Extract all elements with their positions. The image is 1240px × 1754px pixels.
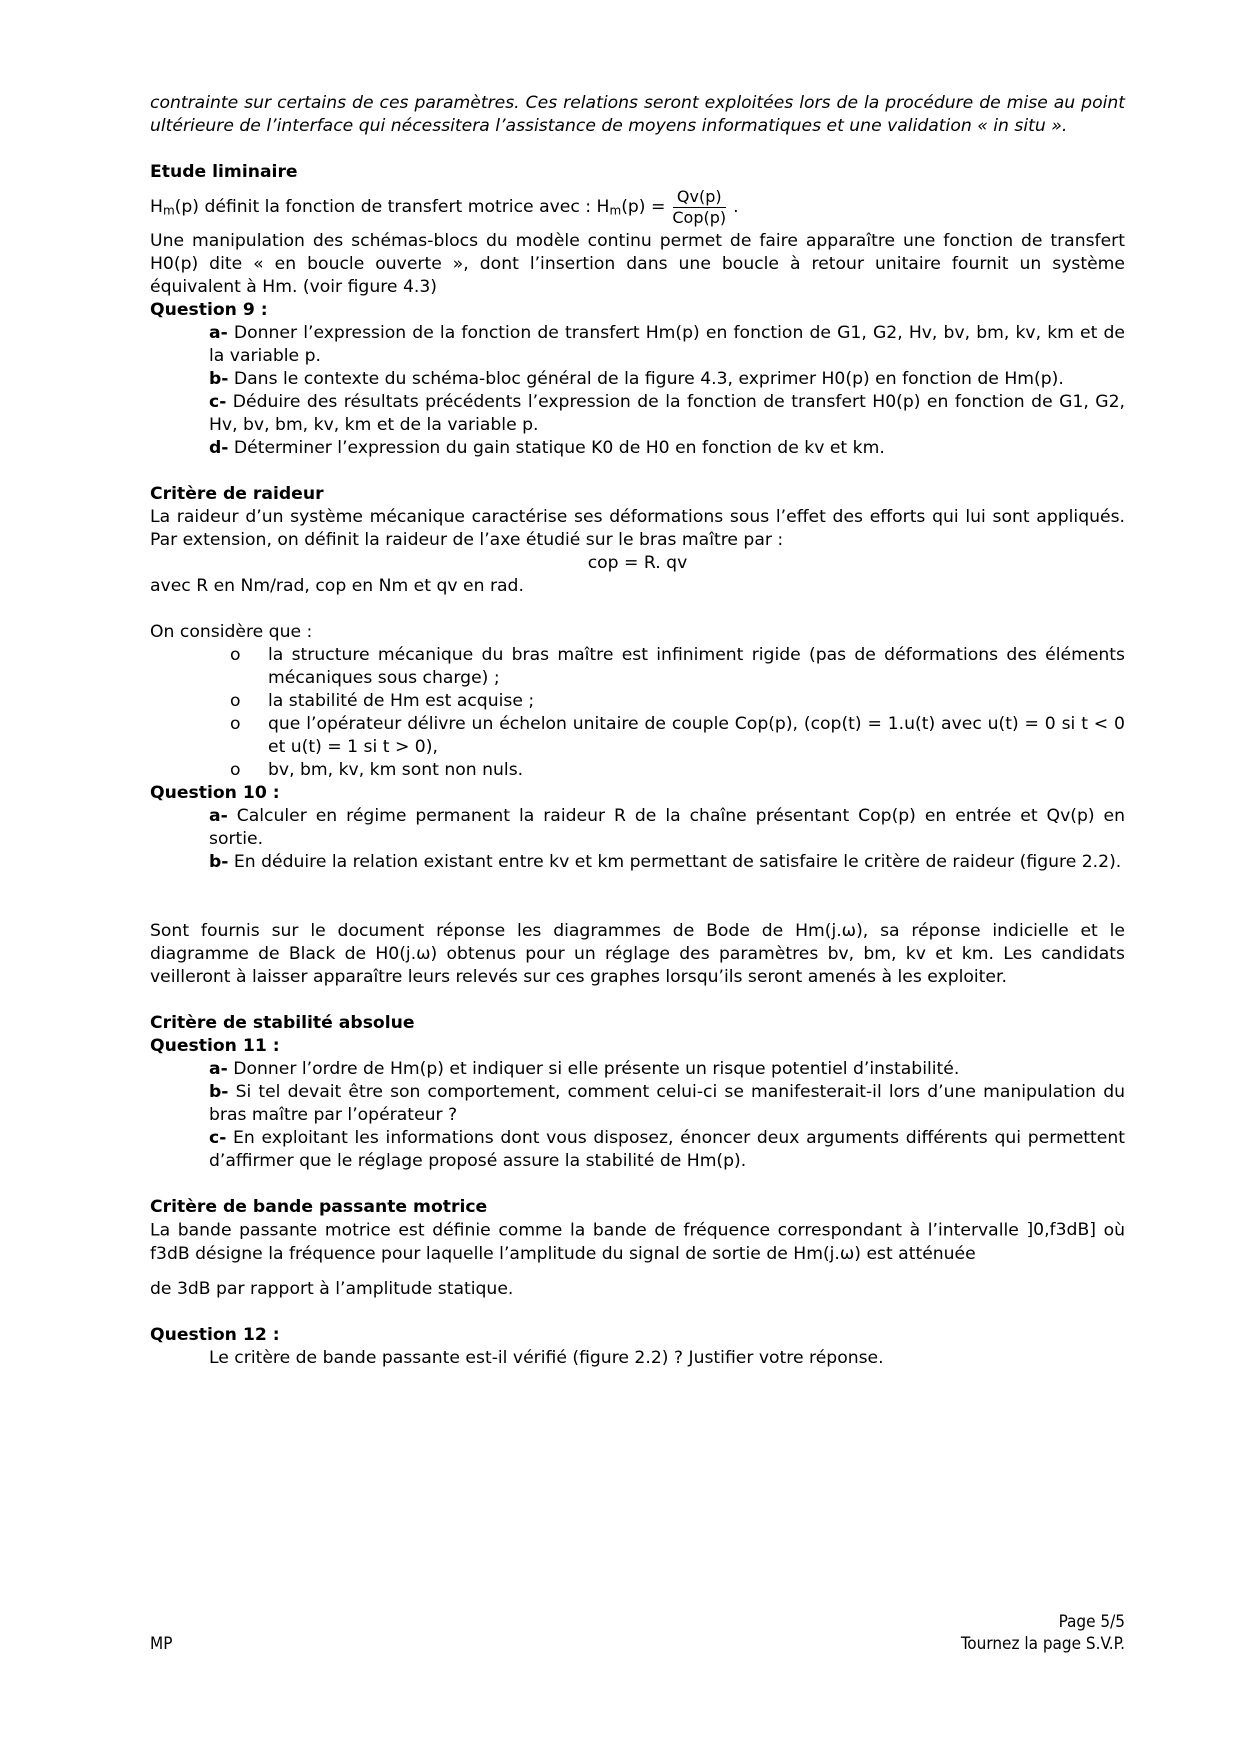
- section-title-etude: Etude liminaire: [150, 162, 298, 182]
- question-10b: b- En déduire la relation existant entre kv et km permettant de satisfaire le critère de raideur (figure 2.2).: [209, 852, 1122, 872]
- section-title-bande: Critère de bande passante motrice: [150, 1197, 488, 1217]
- question-11b: b- Si tel devait être son comportement, comment celui-ci se manifesterait-il lors d’une manipulation du bras maître par l’opérateur ?: [209, 1082, 1125, 1125]
- list-item: o la structure mécanique du bras maître est infiniment rigide (pas de déformations des éléments mécaniques sous charge) ;: [230, 645, 1125, 688]
- question-11c: c- En exploitant les informations dont vous disposez, énoncer deux arguments différents qui permettent d’affirmer que le réglage proposé assure la stabilité de Hm(p).: [209, 1128, 1125, 1171]
- bande-paragraph-end: de 3dB par rapport à l’amplitude statique.: [150, 1278, 514, 1299]
- question-11-title: Question 11 :: [150, 1036, 280, 1056]
- etude-paragraph: Une manipulation des schémas-blocs du modèle continu permet de faire apparaître une fonction de transfert H0(p) dite « en boucle ouverte », dont l’insertion dans une boucle à retour unitaire fournit un système équivalent à Hm. (voir figure 4.3): [150, 231, 1125, 297]
- transfer-function-line: $H_m(p)$ définit la fonction de transfert motrice avec : $H_m(p)$ = $\frac{Qv(p)}{\text{Cop(p)}}$ .: [150, 186, 739, 227]
- fraction-denominator: Cop(p): [672, 207, 727, 227]
- transfer-fraction: [668, 187, 730, 228]
- question-12-title: Question 12 :: [150, 1324, 280, 1345]
- bode-paragraph: Sont fournis sur le document réponse les diagrammes de Bode de Hm(j.ω), sa réponse indicielle et le diagramme de Black de H0(j.ω) obtenus pour un réglage des paramètres bv, bm, kv et km. Les candidats veilleront à laisser apparaître leurs relevés sur ces graphes lorsqu’ils seront amenés à les exploiter.: [150, 921, 1125, 987]
- raideur-units: avec R en Nm/rad, cop en Nm et qv en rad.: [150, 576, 524, 596]
- question-9b: b- Dans le contexte du schéma-bloc général de la figure 4.3, exprimer H0(p) en fonction de Hm(p).: [209, 369, 1064, 389]
- footer-left: MP: [150, 1634, 173, 1654]
- bande-paragraph: La bande passante motrice est définie comme la bande de fréquence correspondant à l’intervalle ]0,f3dB] où f3dB désigne la fréquence pour laquelle l’amplitude du signal de sortie de Hm(j.ω) est atténuée: [150, 1220, 1125, 1264]
- raideur-equation: cop = R. qv: [587, 553, 688, 573]
- document-body: [150, 92, 1125, 1370]
- list-item: o bv, bm, kv, km sont non nuls.: [230, 760, 524, 780]
- question-10a: a- Calculer en régime permanent la raideur R de la chaîne présentant Cop(p) en entrée et Qv(p) en sortie.: [209, 806, 1125, 849]
- question-9c: c- Déduire des résultats précédents l’expression de la fonction de transfert H0(p) en fonction de G1, G2, Hv, bv, bm, kv, km et de la variable p.: [209, 392, 1126, 435]
- hypothesis-list: [150, 644, 1125, 782]
- section-title-stabilite: Critère de stabilité absolue: [150, 1013, 415, 1033]
- turn-page-note: Tournez la page S.V.P.: [960, 1634, 1125, 1654]
- raideur-paragraph: La raideur d’un système mécanique caractérise ses déformations sous l’effet des efforts qui lui sont appliqués. Par extension, on définit la raideur de l’axe étudié sur le bras maître par :: [150, 507, 1125, 550]
- interval-notation: ]0,f3dB]: [1026, 1220, 1096, 1240]
- section-title-raideur: Critère de raideur: [150, 484, 324, 504]
- etude-line1: définit la fonction de transfert motrice avec :: [204, 196, 592, 217]
- intro-paragraph: contrainte sur certains de ces paramètres. Ces relations seront exploitées lors de la procédure de mise au point ultérieure de l’interface qui nécessitera l’assistance de moyens informatiques et une validation « in situ ».: [150, 93, 1125, 136]
- page-number: Page 5/5: [1058, 1612, 1125, 1632]
- question-11a: a- Donner l’ordre de Hm(p) et indiquer si elle présente un risque potentiel d’instabilité.: [209, 1059, 960, 1079]
- fraction-numerator: Qv(p): [673, 187, 726, 208]
- question-12-text: Le critère de bande passante est-il vérifié (figure 2.2) ? Justifier votre réponse.: [209, 1347, 884, 1368]
- question-9a: a- Donner l’expression de la fonction de transfert Hm(p) en fonction de G1, G2, Hv, bv, bm, kv, km et de la variable p.: [209, 323, 1125, 366]
- question-10-title: Question 10 :: [150, 783, 280, 803]
- footer-right: [961, 1611, 1125, 1655]
- considere-intro: On considère que :: [150, 622, 313, 642]
- question-9-title: Question 9 :: [150, 300, 268, 320]
- list-item: o que l’opérateur délivre un échelon unitaire de couple Cop(p), (cop(t) = 1.u(t) avec u(t) = 0 si t < 0 et u(t) = 1 si t > 0),: [230, 714, 1125, 757]
- question-9d: d- Déterminer l’expression du gain statique K0 de H0 en fonction de kv et km.: [209, 438, 885, 458]
- list-item: o la stabilité de Hm est acquise ;: [230, 691, 535, 711]
